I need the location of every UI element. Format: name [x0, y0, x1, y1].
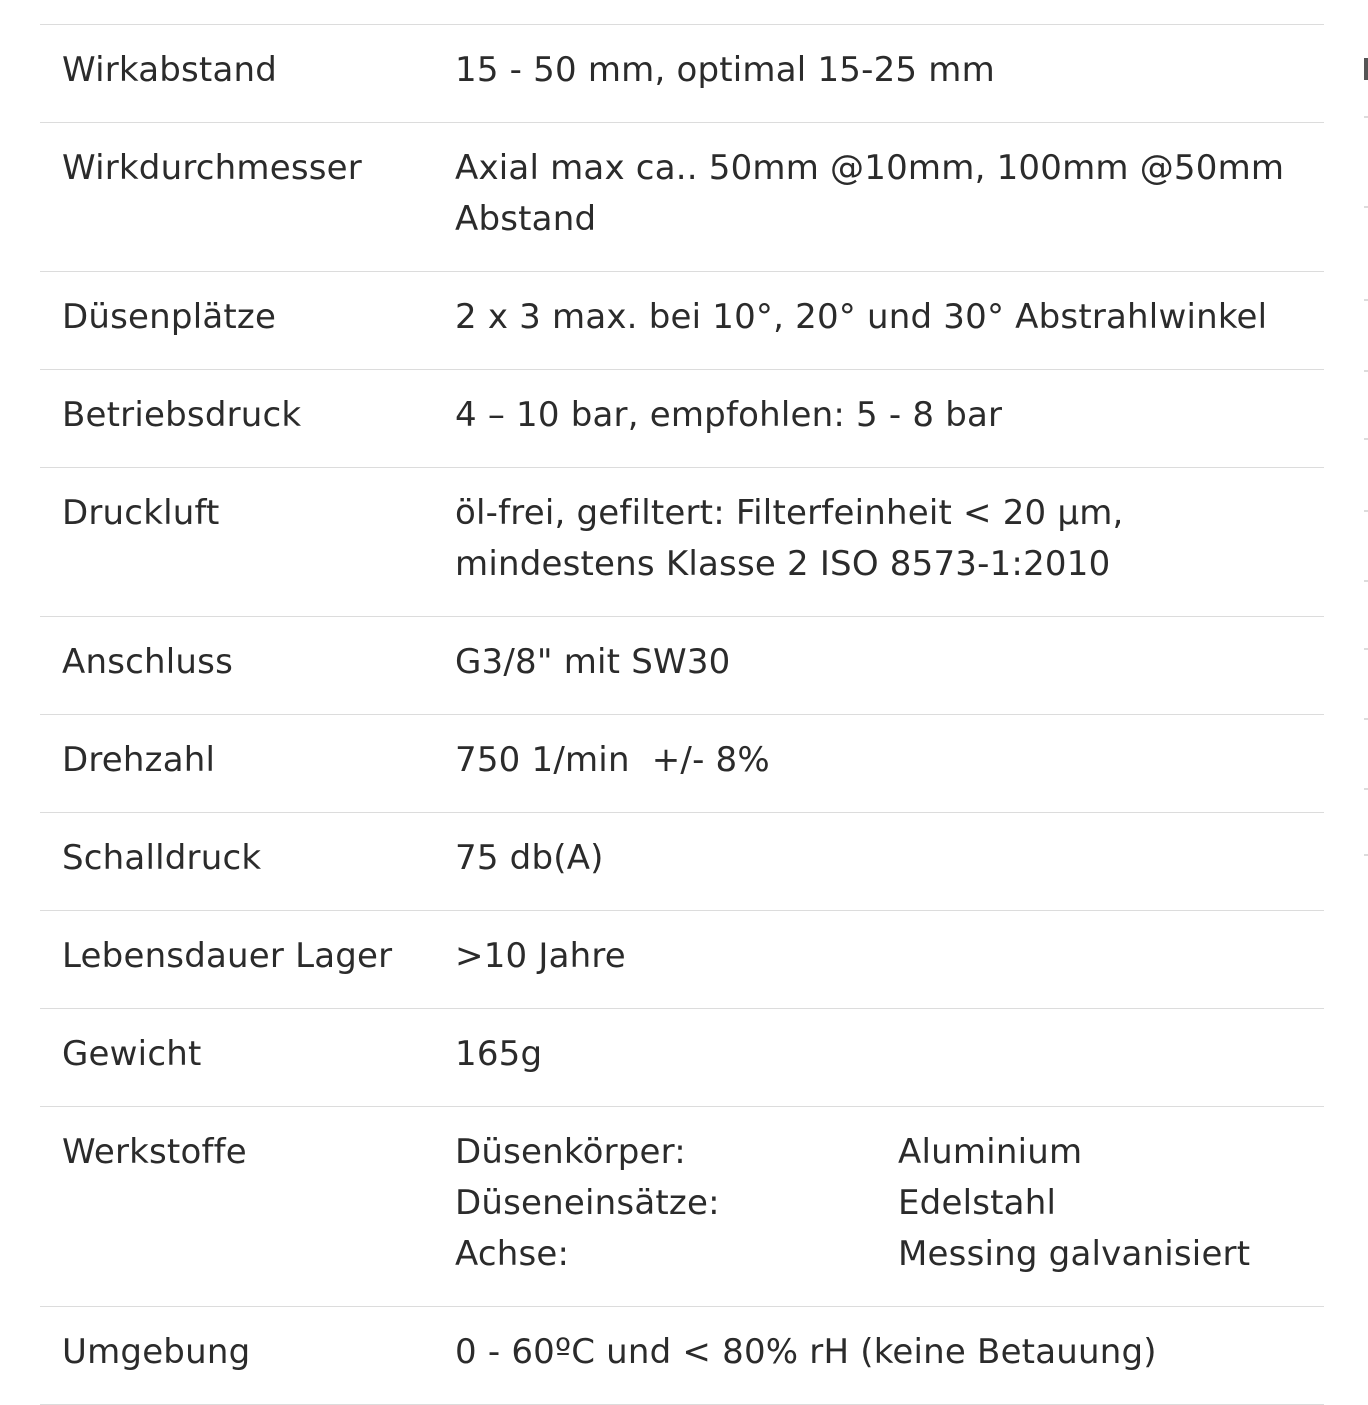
adjacent-column-edge: [1364, 24, 1368, 864]
spec-label: Schalldruck: [62, 838, 262, 878]
edge-mark: [1364, 58, 1368, 80]
spec-row-betriebsdruck: [40, 370, 1324, 468]
spec-label: Anschluss: [62, 642, 233, 682]
spec-label: Wirkabstand: [62, 50, 278, 90]
edge-tick: [1364, 299, 1368, 301]
spec-row-wirkabstand: [40, 25, 1324, 123]
spec-table: [40, 24, 1324, 1405]
spec-value: G3/8" mit SW30: [455, 642, 731, 682]
spec-value: 75 db(A): [455, 838, 604, 878]
edge-tick: [1364, 648, 1368, 650]
spec-value: 2 x 3 max. bei 10°, 20° und 30° Abstrahlwinkel: [455, 297, 1268, 337]
spec-value: 750 1/min +/- 8%: [455, 740, 770, 780]
material-part: Düsenkörper:: [455, 1132, 686, 1172]
edge-tick: [1364, 510, 1368, 512]
spec-row-wirkdurchmesser: [40, 123, 1324, 272]
material-grid: [455, 1127, 1304, 1280]
material-name: Messing galvanisiert: [898, 1234, 1251, 1274]
material-name: Aluminium: [898, 1132, 1083, 1172]
edge-tick: [1364, 206, 1368, 208]
spec-value: 0 - 60ºC und < 80% rH (keine Betauung): [455, 1332, 1157, 1372]
spec-row-druckluft: [40, 468, 1324, 617]
spec-value: 15 - 50 mm, optimal 15-25 mm: [455, 50, 995, 90]
spec-label: Gewicht: [62, 1034, 202, 1074]
edge-tick: [1364, 580, 1368, 582]
edge-tick: [1364, 438, 1368, 440]
spec-label: Werkstoffe: [62, 1132, 247, 1172]
spec-row-gewicht: [40, 1009, 1324, 1107]
material-name: Edelstahl: [898, 1183, 1057, 1223]
spec-value: 4 – 10 bar, empfohlen: 5 - 8 bar: [455, 395, 1003, 435]
spec-label: Druckluft: [62, 493, 220, 533]
spec-row-umgebung: [40, 1307, 1324, 1405]
spec-label: Drehzahl: [62, 740, 216, 780]
edge-tick: [1364, 370, 1368, 372]
spec-row-werkstoffe: [40, 1107, 1324, 1307]
spec-label: Umgebung: [62, 1332, 251, 1372]
spec-label: Lebensdauer Lager: [62, 936, 393, 976]
edge-tick: [1364, 854, 1368, 856]
spec-value: Axial max ca.. 50mm @10mm, 100mm @50mm Abstand: [455, 148, 1285, 239]
spec-label: Betriebsdruck: [62, 395, 302, 435]
material-part: Düseneinsätze:: [455, 1183, 720, 1223]
spec-value: >10 Jahre: [455, 936, 626, 976]
spec-row-duesenplaetze: [40, 272, 1324, 370]
spec-value: [455, 1127, 1324, 1280]
spec-row-anschluss: [40, 617, 1324, 715]
spec-value: öl-frei, gefiltert: Filterfeinheit < 20 μm, mindestens Klasse 2 ISO 8573-1:2010: [455, 493, 1124, 584]
edge-tick: [1364, 788, 1368, 790]
spec-row-schalldruck: [40, 813, 1324, 911]
material-part: Achse:: [455, 1234, 570, 1274]
edge-tick: [1364, 718, 1368, 720]
edge-tick: [1364, 116, 1368, 118]
spec-label: Wirkdurchmesser: [62, 148, 362, 188]
spec-label: Düsenplätze: [62, 297, 277, 337]
spec-row-drehzahl: [40, 715, 1324, 813]
spec-value: 165g: [455, 1034, 543, 1074]
spec-row-lebensdauer-lager: [40, 911, 1324, 1009]
